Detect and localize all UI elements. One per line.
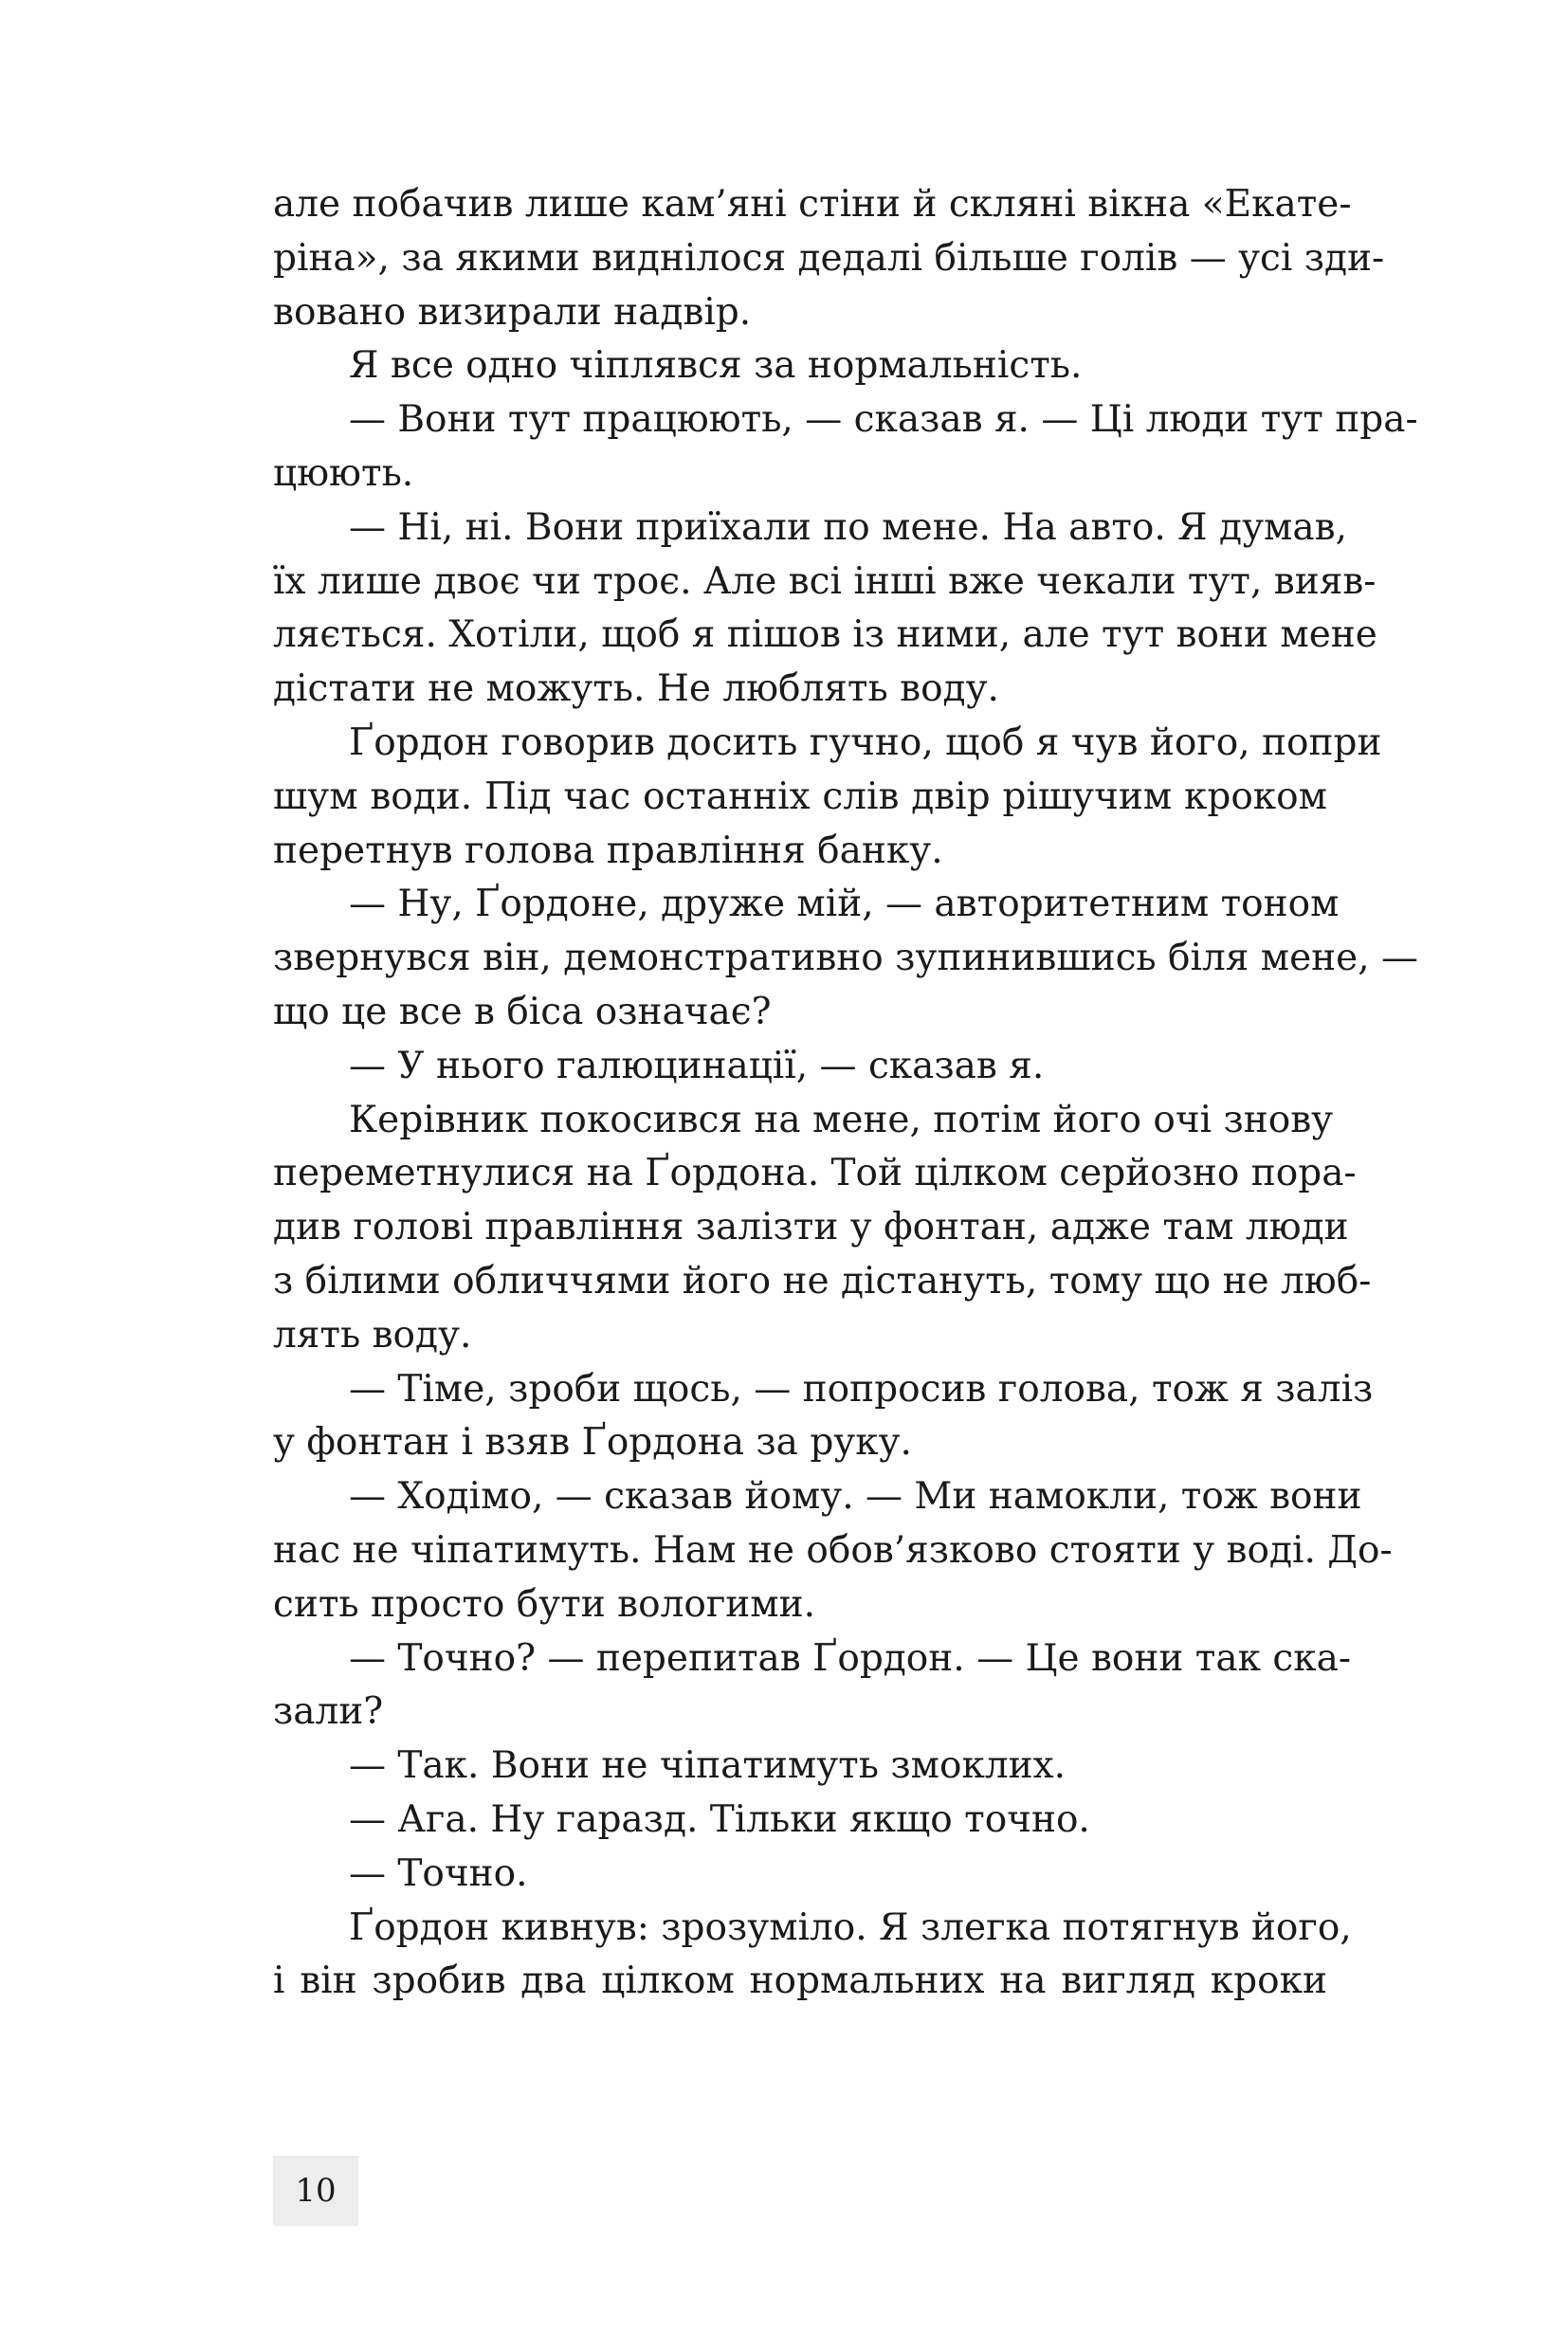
text-line: зали? [273,1690,384,1734]
text-line: Ґордон кивнув: зрозуміло. Я злегка потягнув його, [349,1905,1352,1949]
text-line: Ґордон говорив досить гучно, щоб я чув його, попри [349,720,1382,764]
text-line: — Вони тут працюють, — сказав я. — Ці люди тут пра- [349,398,1418,442]
text-line: переметнулися на Ґордона. Той цілком серйозно пора- [273,1152,1357,1195]
text-line: їх лише двоє чи троє. Але всі інші вже чекали тут, вияв- [273,559,1377,603]
text-line: шум води. Під час останніх слів двір рішучим кроком [273,775,1327,818]
text-line: — Ні, ні. Вони приїхали по мене. На авто. Я думав, [349,505,1347,549]
text-line: — Точно. [349,1851,528,1895]
text-line: — Ага. Ну гаразд. Тільки якщо точно. [349,1797,1090,1841]
text-line: у фонтан і взяв Ґордона за руку. [273,1421,912,1465]
text-line: вовано визирали надвір. [273,290,752,334]
text-line: — Ходімо, — сказав йому. — Ми намокли, тож вони [349,1475,1362,1519]
page-number-box [273,2156,358,2226]
text-line: дістати не можуть. Не люблять воду. [273,667,999,711]
text-line: — Точно? — перепитав Ґордон. — Це вони так ска- [349,1636,1352,1680]
text-line: — У нього галюцинації, — сказав я. [349,1044,1045,1087]
text-line: але побачив лише кам’яні стіни й скляні вікна «Екате- [273,183,1352,226]
text-line: лять воду. [273,1313,472,1357]
text-line: з білими обличчями його не дістануть, тому що не люб- [273,1259,1372,1303]
text-line: — Так. Вони не чіпатимуть змоклих. [349,1744,1067,1788]
text-line: див голові правління залізти у фонтан, адже там люди [273,1206,1349,1249]
text-line: Я все одно чіплявся за нормальність. [349,344,1083,388]
text-line: ріна», за якими виднілося дедалі більше голів — усі зди- [273,236,1385,280]
text-line: нас не чіпатимуть. Нам не обов’язково стояти у воді. До- [273,1528,1393,1572]
text-line: Керівник покосився на мене, потім його очі знову [349,1098,1334,1141]
page-number: 10 [295,2172,337,2210]
text-line: сить просто бути вологими. [273,1582,816,1626]
text-line: що це все в біса означає? [273,990,772,1033]
text-line: і він зробив два цілком нормальних на вигляд кроки [273,1959,1327,2003]
body-text [273,178,1419,2009]
text-line: цюють. [273,451,414,495]
text-line: звернувся він, демонстративно зупинившись біля мене, — [273,937,1419,980]
text-line: — Тіме, зроби щось, — попросив голова, тож я заліз [349,1367,1374,1411]
text-line: — Ну, Ґордоне, друже мій, — авторитетним тоном [349,883,1340,926]
text-line: ляється. Хотіли, щоб я пішов із ними, але тут вони мене [273,613,1377,657]
text-line: перетнув голова правління банку. [273,829,943,872]
